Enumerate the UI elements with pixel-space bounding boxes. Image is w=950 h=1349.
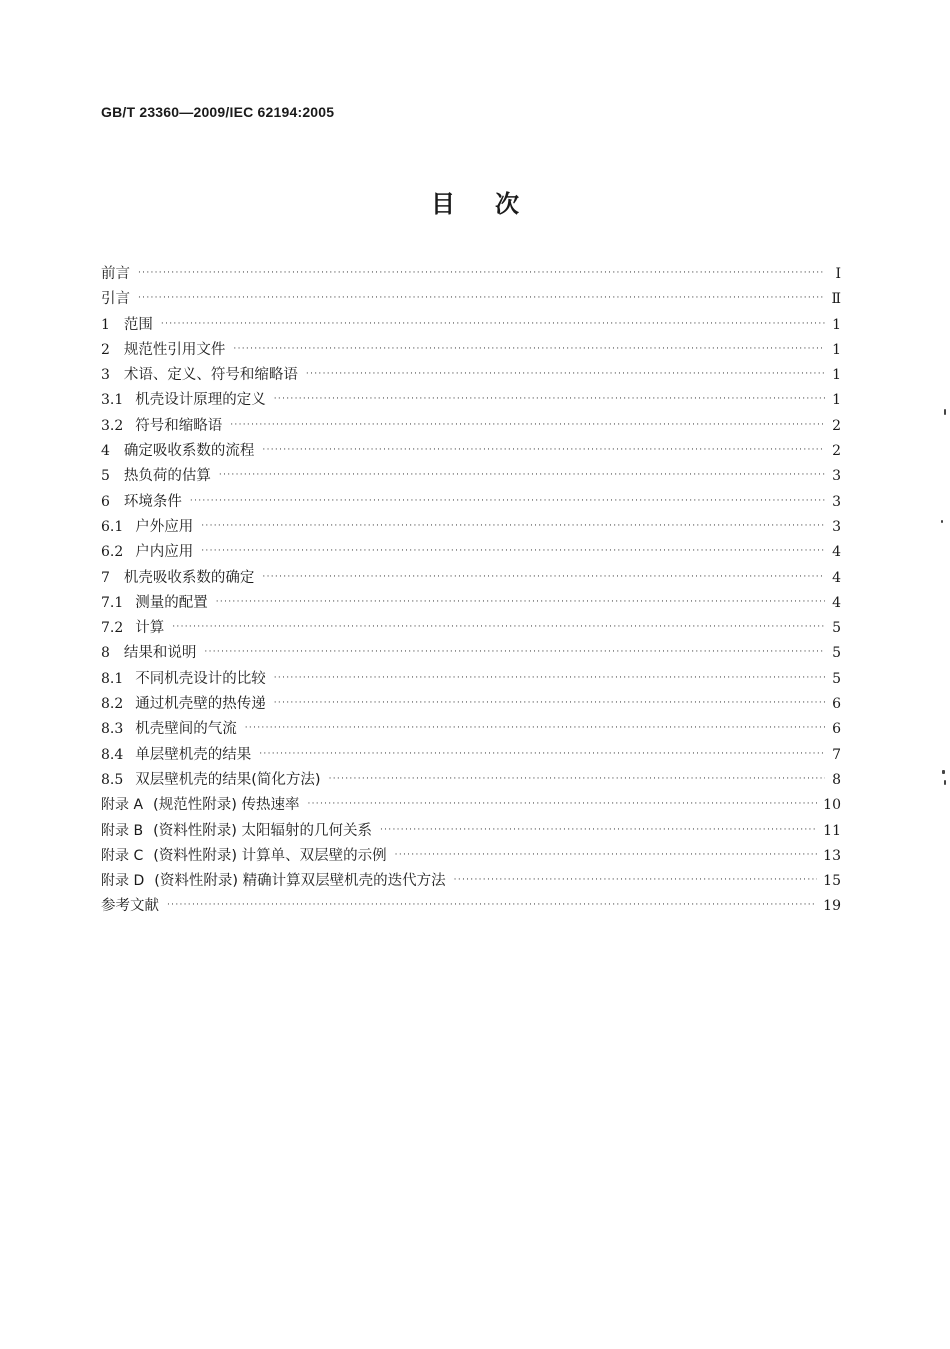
toc-entry-page: 4 xyxy=(832,569,841,586)
toc-entry-page: 8 xyxy=(832,771,841,788)
toc-entry-title: 引言 xyxy=(101,291,130,308)
toc-entry xyxy=(101,540,841,565)
toc-entry-number: 附录 D xyxy=(101,873,145,890)
toc-entry-page: 6 xyxy=(832,721,841,738)
toc-entry-page: 10 xyxy=(823,797,841,814)
dot-leader xyxy=(190,489,825,514)
toc-entry xyxy=(101,490,841,515)
toc-entry xyxy=(101,616,841,641)
page-title: 目次 xyxy=(431,190,559,218)
toc-entry-number: 7.1 xyxy=(101,594,124,611)
toc-entry-number: 2 xyxy=(101,341,110,358)
toc-entry-title: 单层壁机壳的结果 xyxy=(135,746,252,763)
dot-leader xyxy=(262,438,825,463)
standard-code: GB/T 23360—2009/IEC 62194:2005 xyxy=(101,104,335,120)
toc-entry-title: 户外应用 xyxy=(135,518,194,535)
dot-leader xyxy=(274,666,825,691)
toc-entry-page: 7 xyxy=(832,746,841,763)
toc-entry-page: 2 xyxy=(832,443,841,460)
toc-entry-number: 6.1 xyxy=(101,518,124,535)
toc-entry-page: 1 xyxy=(832,316,841,333)
toc-entry-number: 8.4 xyxy=(101,746,124,763)
toc-entry-number: 8.1 xyxy=(101,670,124,687)
dot-leader xyxy=(395,843,818,868)
toc-entry-number: 8.5 xyxy=(101,771,124,788)
dot-leader xyxy=(380,818,817,843)
toc-entry xyxy=(101,894,841,919)
dot-leader xyxy=(138,286,825,311)
toc-entry-title: 机壳设计原理的定义 xyxy=(135,392,266,409)
toc-entry-title: 前言 xyxy=(101,266,130,282)
scan-speck xyxy=(941,520,943,523)
toc-entry-page: 19 xyxy=(823,898,841,915)
toc-entry xyxy=(101,388,841,413)
dot-leader xyxy=(219,463,825,488)
toc-entry xyxy=(101,844,841,869)
toc-entry-title: 不同机壳设计的比较 xyxy=(135,670,266,687)
dot-leader xyxy=(454,868,818,893)
toc-entry-page: 5 xyxy=(832,670,841,687)
toc-entry-title: 通过机壳壁的热传递 xyxy=(135,696,266,713)
toc-entry xyxy=(101,591,841,616)
dot-leader xyxy=(262,565,825,590)
dot-leader xyxy=(259,742,825,767)
toc-entry xyxy=(101,717,841,742)
dot-leader xyxy=(230,413,825,438)
toc-entry-title: 机壳吸收系数的确定 xyxy=(123,569,255,586)
dot-leader xyxy=(201,539,825,564)
toc-entry-title: 术语、定义、符号和缩略语 xyxy=(123,367,298,384)
toc-entry-page: 4 xyxy=(832,594,841,611)
toc-entry-page: 5 xyxy=(832,620,841,637)
toc-entry xyxy=(101,464,841,489)
toc-entry xyxy=(101,869,841,894)
toc-entry-number: 4 xyxy=(101,443,110,460)
dot-leader xyxy=(216,590,825,615)
toc-entry-title: 户内应用 xyxy=(135,544,194,561)
toc-entry-title: 参考文献 xyxy=(101,898,159,915)
toc-entry-page: Ⅱ xyxy=(831,291,841,308)
toc-entry-number: 8 xyxy=(101,645,110,662)
toc-entry-number: 6 xyxy=(101,493,110,510)
toc-entry-title: (资料性附录) 计算单、双层壁的示例 xyxy=(153,847,387,864)
dot-leader xyxy=(233,337,825,362)
dot-leader xyxy=(274,387,825,412)
toc-entry xyxy=(101,338,841,363)
toc-entry xyxy=(101,287,841,312)
toc-entry xyxy=(101,414,841,439)
toc-entry-number: 5 xyxy=(101,468,110,485)
toc-entry-page: 1 xyxy=(832,392,841,409)
toc-entry xyxy=(101,313,841,338)
toc-entry-title: 结果和说明 xyxy=(123,645,197,662)
dot-leader xyxy=(307,792,817,817)
scan-speck xyxy=(942,770,945,774)
toc-entry-page: 2 xyxy=(832,417,841,434)
scan-speck xyxy=(944,780,946,785)
dot-leader xyxy=(329,767,825,792)
toc-entry-number: 附录 B xyxy=(101,822,144,839)
toc-entry-number: 3.1 xyxy=(101,392,124,409)
toc-entry xyxy=(101,262,841,287)
toc-entry-number: 8.3 xyxy=(101,721,124,738)
toc-entry-title: 测量的配置 xyxy=(135,594,208,611)
toc-entry-title: 环境条件 xyxy=(123,493,182,510)
toc-entry-page: 1 xyxy=(832,341,841,358)
toc-entry-page: 4 xyxy=(832,544,841,561)
toc-entry xyxy=(101,743,841,768)
dot-leader xyxy=(201,514,825,539)
scan-speck xyxy=(944,409,946,415)
dot-leader xyxy=(167,893,817,918)
toc-entry-title: 热负荷的估算 xyxy=(123,468,211,485)
toc-entry-title: 确定吸收系数的流程 xyxy=(123,443,255,460)
toc-entry-title: (规范性附录) 传热速率 xyxy=(153,797,300,814)
dot-leader xyxy=(161,312,825,337)
toc-entry-title: 计算 xyxy=(135,620,165,637)
toc-entry-page: 3 xyxy=(832,468,841,485)
toc-entry-number: 附录 A xyxy=(101,797,144,814)
toc-entry xyxy=(101,768,841,793)
toc-entry-number: 8.2 xyxy=(101,696,124,713)
dot-leader xyxy=(204,640,825,665)
toc-entry-title: 符号和缩略语 xyxy=(135,417,223,434)
toc-entry xyxy=(101,566,841,591)
toc-entry-number: 6.2 xyxy=(101,544,124,561)
toc-entry-page: 1 xyxy=(832,367,841,384)
toc-entry-page: 13 xyxy=(823,847,841,864)
dot-leader xyxy=(306,362,825,387)
toc-entry-page: 3 xyxy=(832,493,841,510)
toc-entry xyxy=(101,667,841,692)
toc-entry-title: (资料性附录) 精确计算双层壁机壳的迭代方法 xyxy=(154,873,446,890)
dot-leader xyxy=(172,615,825,640)
toc-entry-number: 1 xyxy=(101,316,110,333)
toc-entry xyxy=(101,439,841,464)
toc-entry xyxy=(101,641,841,666)
toc-entry-title: 双层壁机壳的结果(简化方法) xyxy=(135,771,321,788)
toc-entry-number: 3.2 xyxy=(101,417,124,434)
toc-entry xyxy=(101,692,841,717)
dot-leader xyxy=(274,691,825,716)
toc-entry-page: 15 xyxy=(823,873,841,890)
toc-entry-page: 3 xyxy=(832,518,841,535)
toc-entry-number: 7 xyxy=(101,569,110,586)
toc-entry-title: (资料性附录) 太阳辐射的几何关系 xyxy=(153,822,372,839)
dot-leader xyxy=(138,261,825,286)
toc-entry-number: 7.2 xyxy=(101,620,124,637)
toc-entry-page: 11 xyxy=(823,822,841,839)
toc-entry-page: Ⅰ xyxy=(835,266,841,282)
toc-entry-page: 5 xyxy=(832,645,841,662)
toc-entry-title: 范围 xyxy=(123,316,153,333)
toc-entry xyxy=(101,819,841,844)
table-of-contents xyxy=(101,262,841,920)
toc-entry-number: 3 xyxy=(101,367,110,384)
dot-leader xyxy=(245,716,825,741)
toc-entry-title: 机壳壁间的气流 xyxy=(135,721,237,738)
toc-entry xyxy=(101,793,841,818)
toc-entry xyxy=(101,363,841,388)
toc-entry-page: 6 xyxy=(832,696,841,713)
toc-entry-title: 规范性引用文件 xyxy=(123,341,226,358)
toc-entry xyxy=(101,515,841,540)
toc-entry-number: 附录 C xyxy=(101,847,144,864)
